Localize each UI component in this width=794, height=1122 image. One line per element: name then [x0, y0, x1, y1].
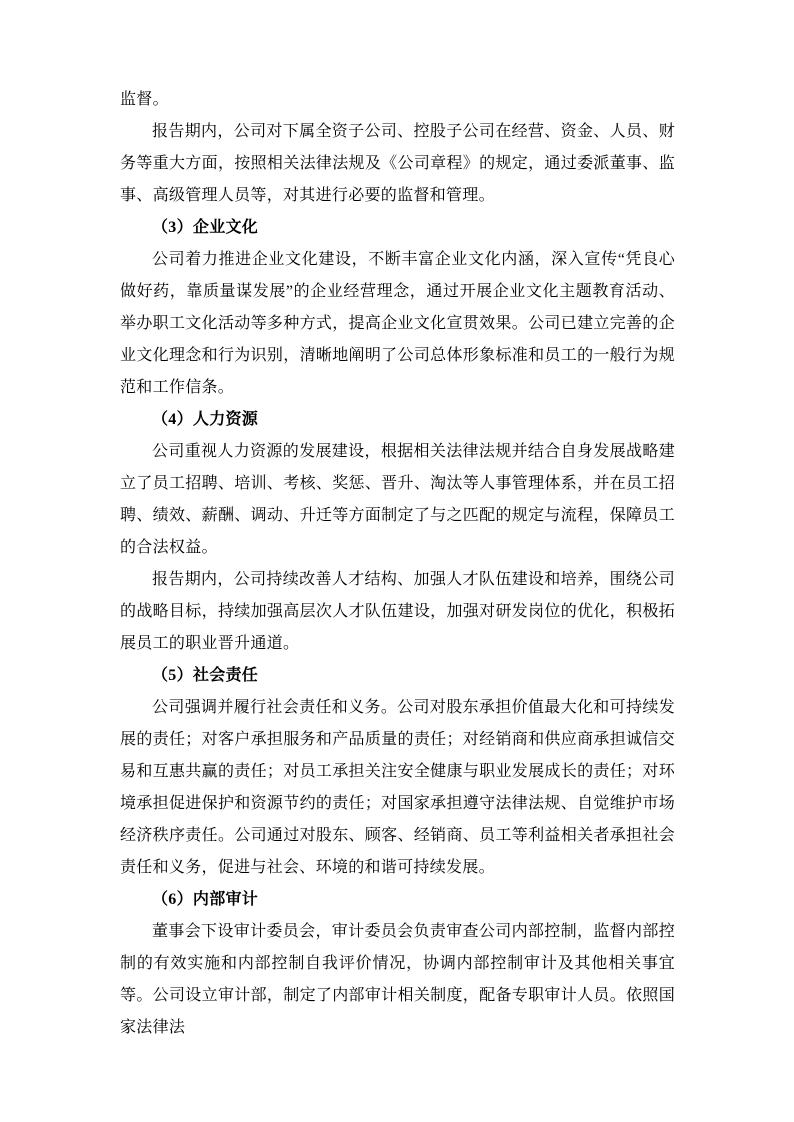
- paragraph-continuation: 监督。: [120, 91, 169, 108]
- body-paragraph: 公司着力推进企业文化建设，不断丰富企业文化内涵，深入宣传“凭良心做好药，靠质量谋发展”的企业经营理念，通过开展企业文化主题教育活动、举办职工文化活动等多种方式，提高企业文化宣贯效果。公司已建立完善的企业文化理念和行为识别，清晰地阐明了公司总体形象标准和员工的一般行为规范和工作信条。: [120, 251, 675, 396]
- body-paragraph: 公司强调并履行社会责任和义务。公司对股东承担价值最大化和可持续发展的责任；对客户承担服务和产品质量的责任；对经销商和供应商承担诚信交易和互惠共赢的责任；对员工承担关注安全健康与职业发展成长的责任；对环境承担促进保护和资源节约的责任；对国家承担遵守法律法规、自觉维护市场经济秩序责任。公司通过对股东、顾客、经销商、员工等利益相关者承担社会责任和义务，促进与社会、环境的和谐可持续发展。: [120, 699, 675, 876]
- document-content: [120, 84, 675, 1044]
- section-heading: （6）内部审计: [152, 891, 259, 908]
- section-heading: （4）人力资源: [152, 411, 259, 428]
- section-heading: （5）社会责任: [152, 667, 259, 684]
- body-paragraph: 董事会下设审计委员会，审计委员会负责审查公司内部控制，监督内部控制的有效实施和内部控制自我评价情况，协调内部控制审计及其他相关事宜等。公司设立审计部，制定了内部审计相关制度，配备专职审计人员。依照国家法律法: [120, 923, 675, 1036]
- body-paragraph: 公司重视人力资源的发展建设，根据相关法律法规并结合自身发展战略建立了员工招聘、培训、考核、奖惩、晋升、淘汰等人事管理体系，并在员工招聘、绩效、薪酬、调动、升迁等方面制定了与之匹配的规定与流程，保障员工的合法权益。: [120, 443, 675, 556]
- body-paragraph: 报告期内，公司持续改善人才结构、加强人才队伍建设和培养，围绕公司的战略目标，持续加强高层次人才队伍建设，加强对研发岗位的优化，积极拓展员工的职业晋升通道。: [120, 571, 675, 652]
- body-paragraph: 报告期内，公司对下属全资子公司、控股子公司在经营、资金、人员、财务等重大方面，按照相关法律法规及《公司章程》的规定，通过委派董事、监事、高级管理人员等，对其进行必要的监督和管理。: [120, 123, 675, 204]
- section-heading: （3）企业文化: [152, 219, 259, 236]
